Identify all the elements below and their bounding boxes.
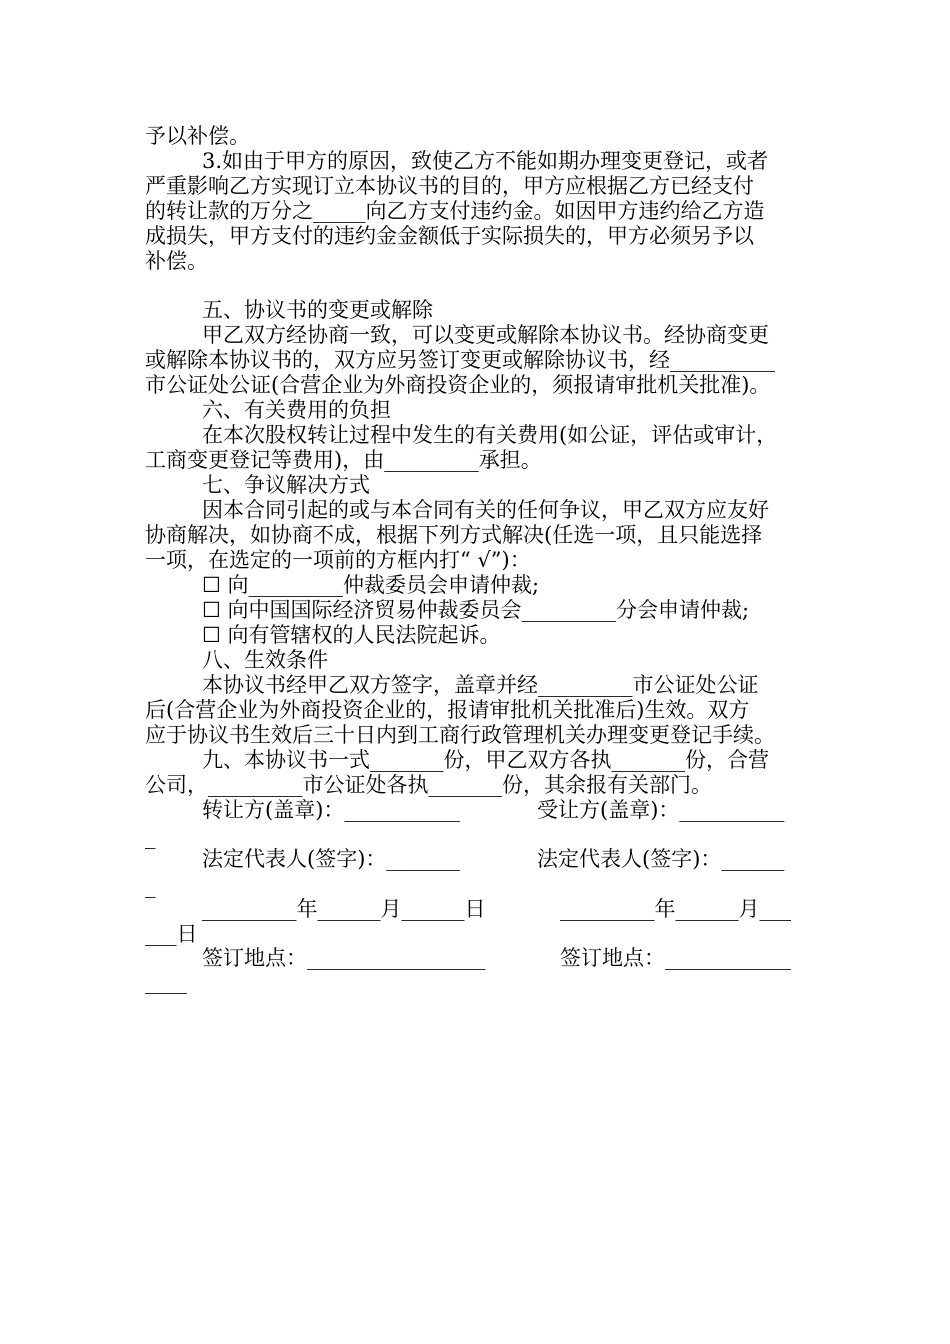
checkbox-option: ☐ 向_________仲裁委员会申请仲裁; [202, 573, 540, 597]
text-line: 公司，_________市公证处各执_______份，其余报有关部门。 [145, 773, 712, 797]
section-heading: 五、协议书的变更或解除 [202, 298, 433, 322]
checkbox-option: ☐ 向有管辖权的人民法院起诉。 [202, 623, 501, 647]
section-heading: 七、争议解决方式 [202, 473, 370, 497]
checkbox-option: ☐ 向中国国际经济贸易仲裁委员会_________分会申请仲裁; [202, 598, 750, 622]
text-line: 后(合营企业为外商投资企业的，报请审批机关批准后)生效。双方 [145, 698, 750, 722]
wrap-underline: _ [145, 874, 156, 898]
signing-place-right-field: 签订地点：____________ [560, 946, 791, 970]
text-line: 或解除本协议书的，双方应另签订变更或解除协议书，经__________ [145, 348, 775, 372]
text-line: 成损失，甲方支付的违约金金额低于实际损失的，甲方必须另予以 [145, 224, 754, 248]
date-right-field: _________年______月___ [560, 897, 791, 921]
text-line: 甲乙双方经协商一致，可以变更或解除本协议书。经协商变更 [202, 323, 769, 347]
transferee-seal-field: 受让方(盖章)：__________ [537, 798, 785, 822]
text-line: 严重影响乙方实现订立本协议书的目的，甲方应根据乙方已经支付 [145, 174, 754, 198]
signing-place-left-field: 签订地点：_________________ [202, 946, 486, 970]
legal-rep-left-field: 法定代表人(签字)：_______ [202, 847, 460, 871]
section-heading: 八、生效条件 [202, 648, 328, 672]
text-line: 本协议书经甲乙双方签字，盖章并经_________市公证处公证 [202, 673, 759, 697]
text-line: 工商变更登记等费用)，由_________承担。 [145, 448, 542, 472]
legal-rep-right-field: 法定代表人(签字)：______ [537, 847, 785, 871]
text-line: 市公证处公证(合营企业为外商投资企业的，须报请审批机关批准)。 [145, 373, 771, 397]
text-line: 因本合同引起的或与本合同有关的任何争议，甲乙双方应友好 [202, 498, 769, 522]
text-line: 协商解决，如协商不成，根据下列方式解决(任选一项，且只能选择 [145, 523, 763, 547]
date-trail: ___日 [145, 922, 198, 946]
text-line: 补偿。 [145, 249, 208, 273]
wrap-underline: ____ [145, 970, 187, 994]
text-line: 3.如由于甲方的原因，致使乙方不能如期办理变更登记，或者 [202, 149, 769, 173]
text-line: 予以补偿。 [145, 124, 250, 148]
text-line: 应于协议书生效后三十日内到工商行政管理机关办理变更登记手续。 [145, 723, 775, 747]
transferor-seal-field: 转让方(盖章)：___________ [202, 798, 460, 822]
text-line: 在本次股权转让过程中发生的有关费用(如公证，评估或审计， [202, 423, 778, 447]
text-line: 九、本协议书一式_______份，甲乙双方各执_______份，合营 [202, 748, 769, 772]
text-line: 的转让款的万分之_____向乙方支付违约金。如因甲方违约给乙方造 [145, 199, 765, 223]
text-line: 一项，在选定的一项前的方框内打“ √”)： [145, 548, 531, 572]
date-left-field: _________年______月______日 [202, 897, 486, 921]
section-heading: 六、有关费用的负担 [202, 398, 391, 422]
wrap-underline: _ [145, 825, 156, 849]
